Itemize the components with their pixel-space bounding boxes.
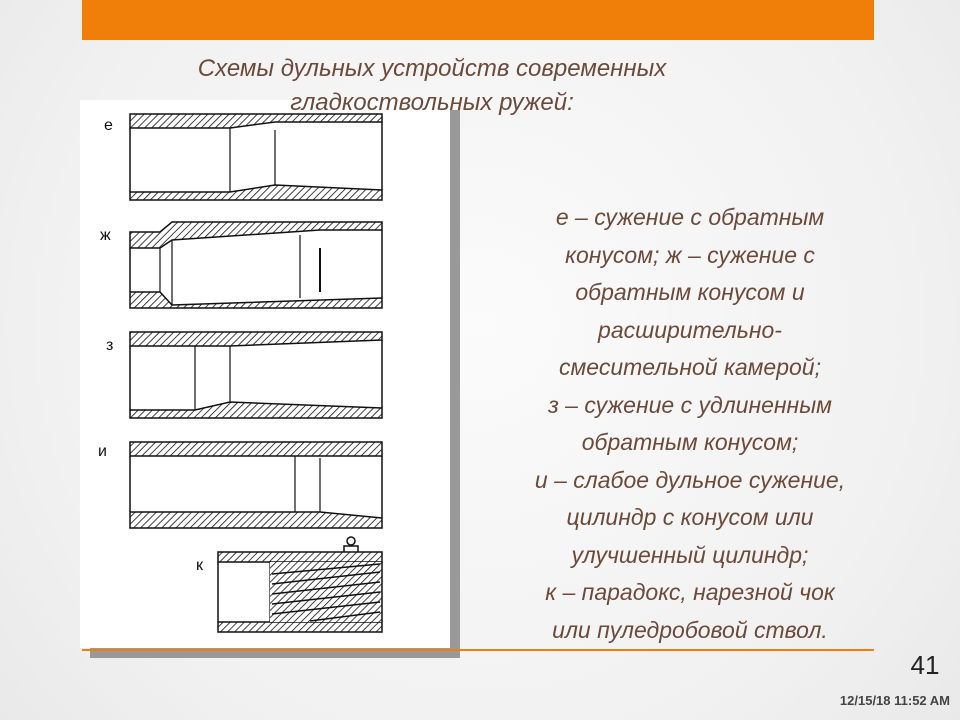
diagram-i <box>98 442 382 528</box>
caption-line: з – сужение с удлиненным <box>548 391 832 418</box>
caption-line: обратным конусом; <box>581 429 799 455</box>
diagram-label-k: к <box>196 557 203 574</box>
caption-line: улучшенный цилиндр; <box>571 541 809 568</box>
diagram-caption <box>480 199 900 649</box>
muzzle-diagrams-figure <box>80 100 450 648</box>
footer-rule <box>82 649 874 651</box>
caption-line: е – сужение с обратным <box>555 204 825 230</box>
slide-title: Схемы дульных устройств современных гладкоствольных ружей: <box>197 55 667 116</box>
diagram-e <box>104 114 382 200</box>
diagram-z <box>106 332 382 418</box>
caption-line: и – слабое дульное сужение, <box>534 466 846 493</box>
caption-line: цилиндр с конусом или <box>566 504 814 530</box>
slide-datetime: 12/15/18 11:52 AM <box>839 693 950 708</box>
diagram-k <box>196 537 382 632</box>
caption-line: смесительной камерой; <box>559 354 821 380</box>
caption-line: или пуледробовой ствол. <box>552 616 828 643</box>
caption-line: обратным конусом и <box>575 279 805 305</box>
caption-line: расширительно- <box>598 316 782 343</box>
diagram-label-zh: ж <box>100 227 111 244</box>
diagram-label-i: и <box>98 443 107 460</box>
page-number: 41 <box>910 650 940 680</box>
caption-line: к – парадокс, нарезной чок <box>545 579 835 605</box>
top-accent-bar <box>82 0 874 40</box>
caption-line: конусом; ж – сужение с <box>565 241 815 268</box>
diagram-zh <box>100 222 382 308</box>
diagram-label-e: е <box>104 117 113 134</box>
diagram-label-z: з <box>106 337 114 354</box>
